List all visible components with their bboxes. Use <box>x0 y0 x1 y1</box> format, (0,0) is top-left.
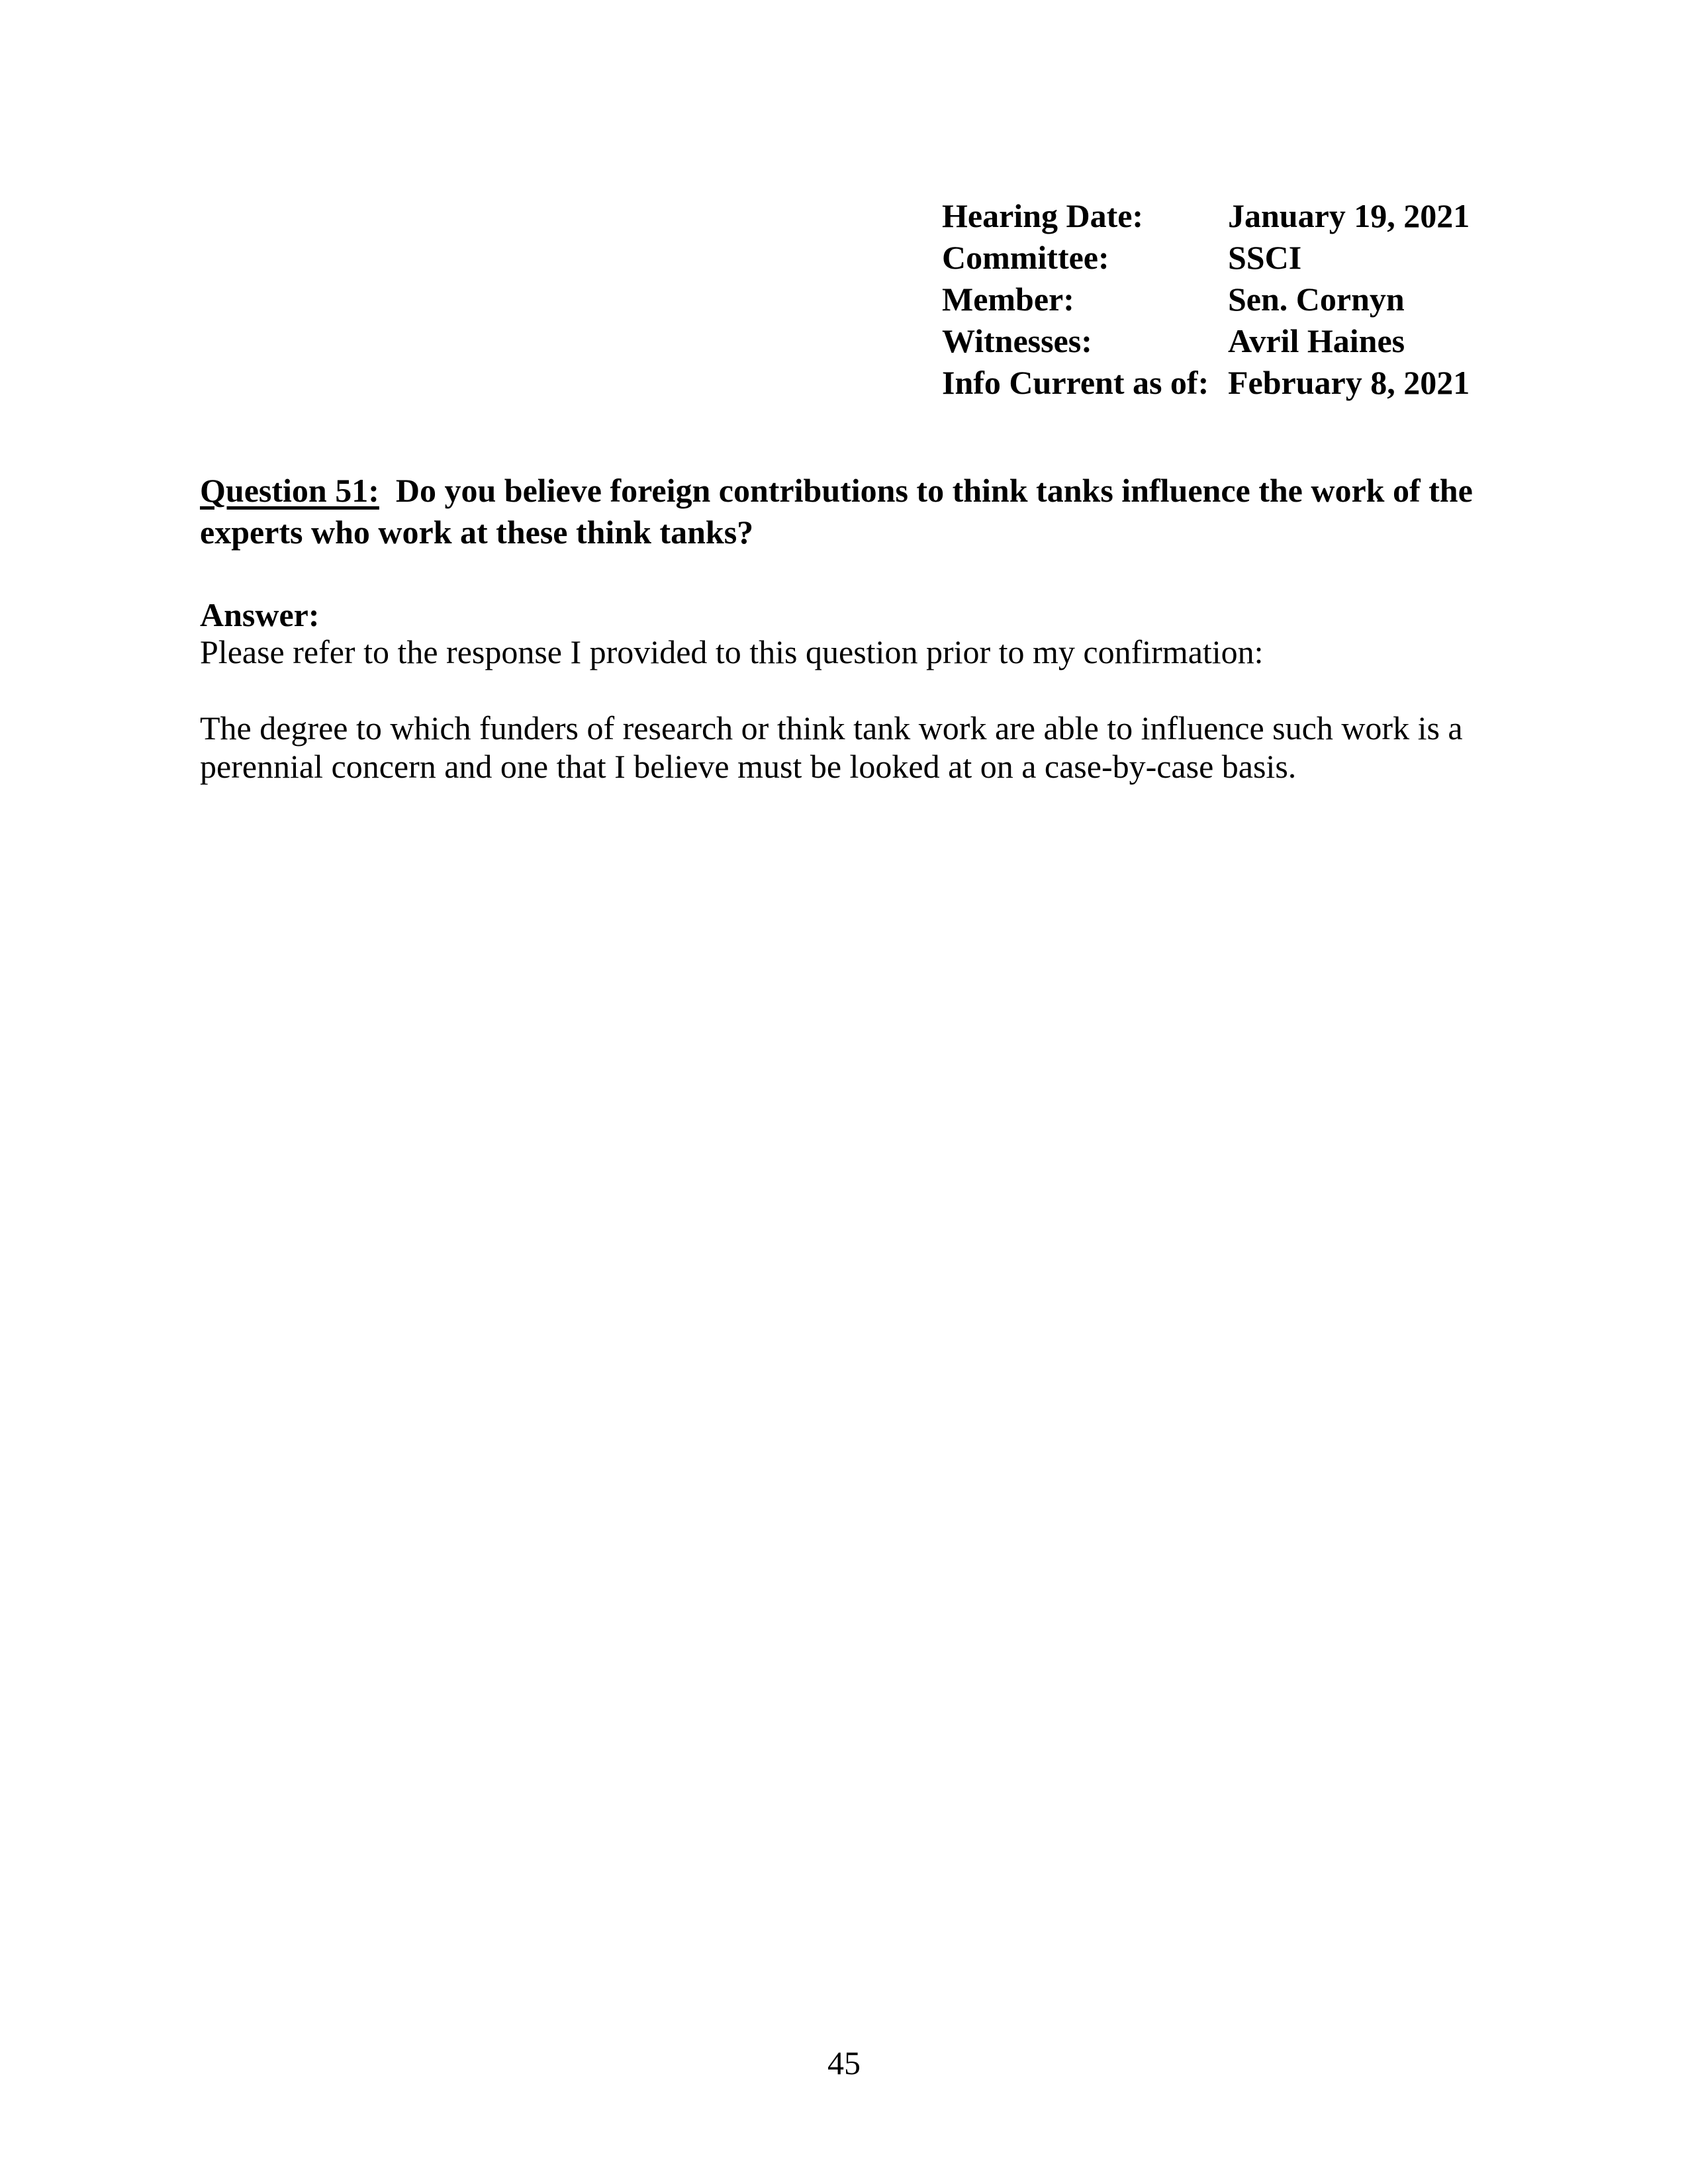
answer-intro-line: Please refer to the response I provided to this question prior to my confirmation: <box>200 633 1264 670</box>
question-paragraph <box>200 470 1524 553</box>
info-value-witnesses: Avril Haines <box>1228 322 1405 359</box>
info-label-hearing-date: Hearing Date: <box>942 197 1144 234</box>
info-label-witnesses: Witnesses: <box>942 322 1092 359</box>
hearing-info-block <box>942 195 1470 404</box>
info-label-info-current: Info Current as of: <box>942 364 1209 401</box>
answer-heading: Answer: <box>200 596 320 633</box>
answer-paragraph: The degree to which funders of research or think tank work are able to influence such work is a perennial concern and one that I believe must be looked at on a case-by-case basis. <box>200 709 1463 785</box>
info-value-hearing-date: January 19, 2021 <box>1228 197 1470 234</box>
page-number: 45 <box>827 2044 861 2081</box>
info-value-member: Sen. Cornyn <box>1228 281 1405 318</box>
question-number-label: Question 51: <box>200 472 379 509</box>
info-label-member: Member: <box>942 281 1074 318</box>
info-value-info-current: February 8, 2021 <box>1228 364 1470 401</box>
info-value-committee: SSCI <box>1228 239 1302 276</box>
info-label-committee: Committee: <box>942 239 1109 276</box>
question-text: Do you believe foreign contributions to think tanks influence the work of the experts who work at these think tanks? <box>200 472 1481 551</box>
